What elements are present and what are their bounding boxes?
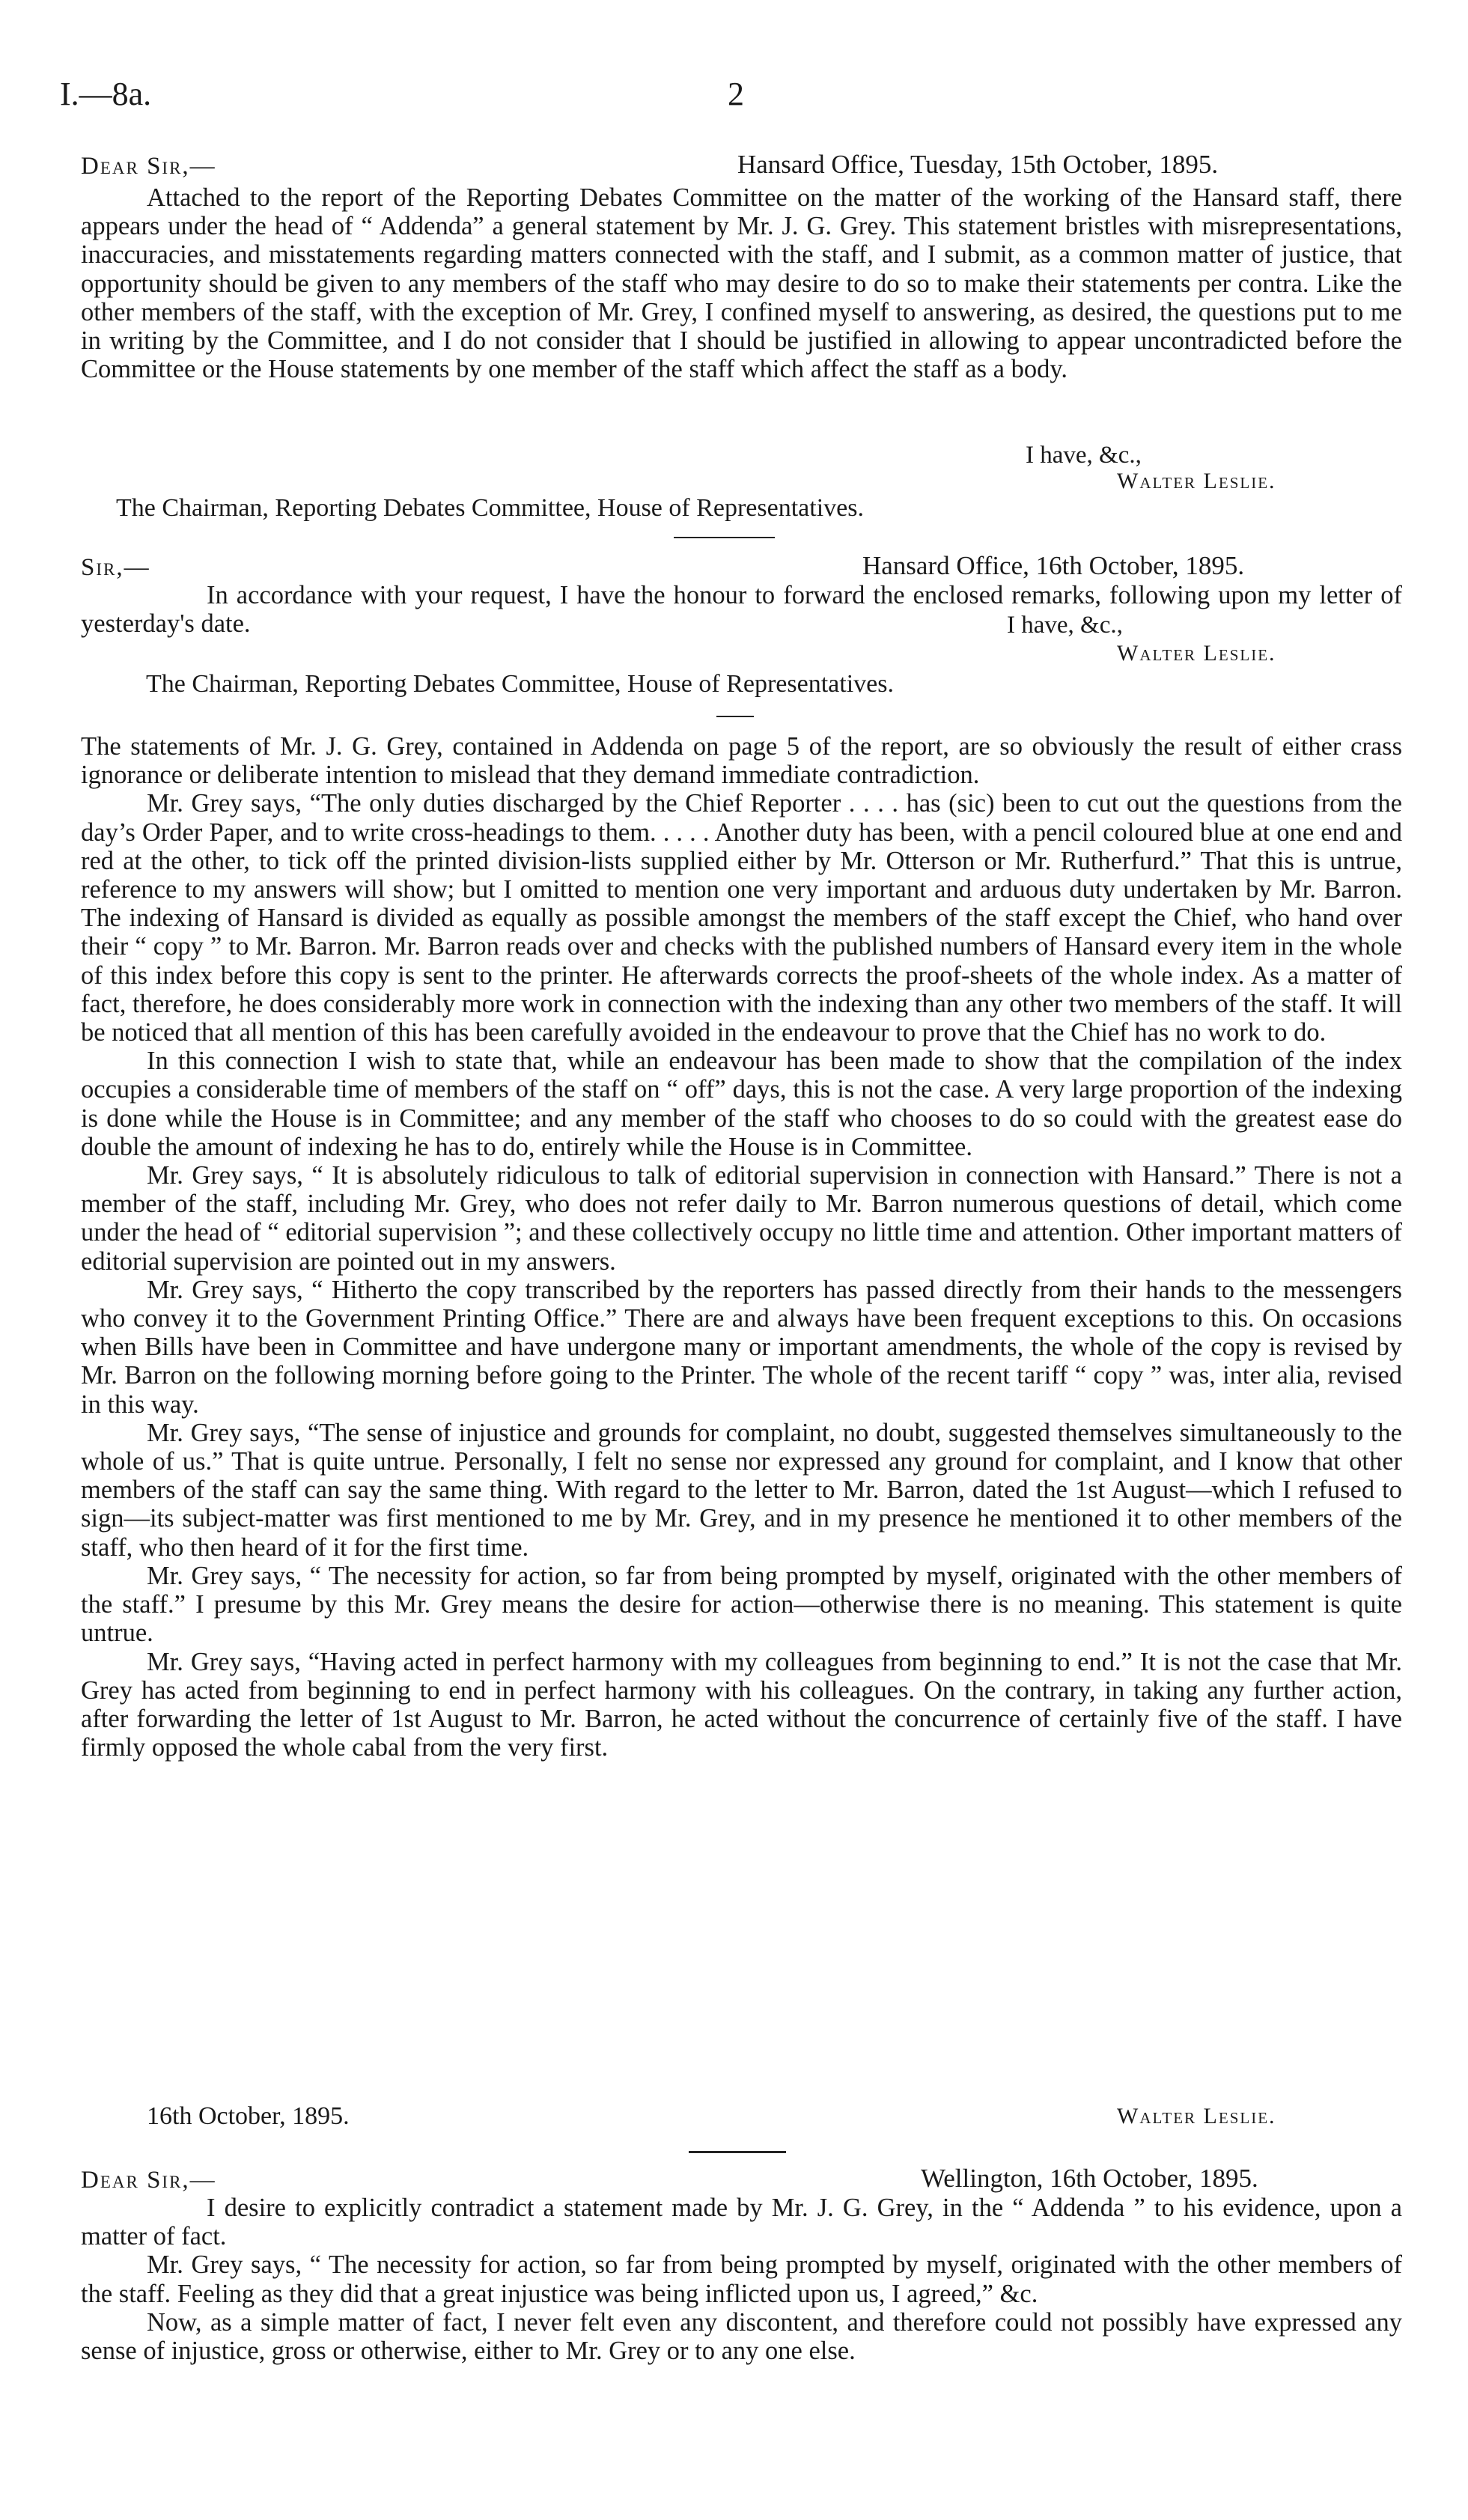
letter2-paragraph: In accordance with your request, I have the honour to forward the enclosed remarks, following upon my letter of yesterday's date. [81, 581, 1402, 639]
letter1-addressee: The Chairman, Reporting Debates Committee, House of Representatives. [116, 494, 864, 522]
letter3-place-date: Wellington, 16th October, 1895. [921, 2164, 1258, 2193]
letter2-addressee: The Chairman, Reporting Debates Committee, House of Representatives. [146, 670, 894, 698]
statement-paragraph-5: Mr. Grey says, “ Hitherto the copy transcribed by the reporters has passed directly from their hands to the messengers who convey it to the Government Printing Office.” There are and always have been frequent exceptions to this. On occasions when Bills have been in Committee and have undergone many or important amendments, the whole of the copy is revised by Mr. Barron on the following morning before going to the Printer. The whole of the recent tariff “ copy ” was, inter alia, revised in this way. [81, 1275, 1402, 1419]
letter2-salutation: Sir,— [81, 554, 150, 581]
statement-date: 16th October, 1895. [147, 2102, 350, 2130]
section-divider [689, 2151, 786, 2153]
statement-body [81, 732, 1402, 2095]
statement-paragraph-7: Mr. Grey says, “ The necessity for action, so far from being prompted by myself, originated with the other members of the staff.” I presume by this Mr. Grey means the desire for action—otherwise there is no meaning. This statement is quite untrue. [81, 1561, 1402, 1648]
statement-paragraph-2: Mr. Grey says, “The only duties discharged by the Chief Reporter . . . . has (sic) been to cut out the questions from the day’s Order Paper, and to write cross-headings to them. . . . . Another duty has been, with a pencil coloured blue at one end and red at the other, to tick off the printed division-lists supplied either by Mr. Otterson or Mr. Rutherfurd.” That this is untrue, reference to my answers will show; but I omitted to mention one very important and arduous duty undertaken by Mr. Barron. The indexing of Hansard is divided as equally as possible amongst the members of the staff except the Chief, who hand over their “ copy ” to Mr. Barron. Mr. Barron reads over and checks with the published numbers of Hansard every item in the whole of this index before this copy is sent to the printer. He afterwards corrects the proof-sheets of the whole index. As a matter of fact, therefore, he does considerably more work in connection with the indexing than any other two members of the staff. It will be noticed that all mention of this has been carefully avoided in the endeavour to prove that the Chief has no work to do. [81, 789, 1402, 1047]
letter2-signature: Walter Leslie. [1117, 641, 1276, 666]
document-reference: I.—8a. [60, 76, 152, 112]
page-number: 2 [728, 76, 744, 112]
letter2-body [81, 581, 1402, 641]
section-divider-short [716, 716, 754, 717]
section-divider [674, 537, 775, 538]
statement-paragraph-3: In this connection I wish to state that, while an endeavour has been made to show that the compilation of the index occupies a considerable time of members of the staff on “ off” days, this is not the case. A very large proportion of the indexing is done while the House is in Committee; and any member of the staff who chooses to do so could with the greatest ease do double the amount of indexing he has to do, entirely while the House is in Committee. [81, 1047, 1402, 1161]
letter3-body [81, 2194, 1402, 2418]
statement-paragraph-4: Mr. Grey says, “ It is absolutely ridiculous to talk of editorial supervision in connection with Hansard.” There is not a member of the staff, including Mr. Grey, who does not refer daily to Mr. Barron numerous questions of detail, which come under the head of “ editorial supervision ”; and these collectively occupy no little time and attention. Other important matters of editorial supervision are pointed out in my answers. [81, 1161, 1402, 1276]
letter1-closing: I have, &c., [1026, 442, 1142, 469]
letter3-salutation: Dear Sir,— [81, 2167, 216, 2194]
statement-paragraph-1: The statements of Mr. J. G. Grey, contained in Addenda on page 5 of the report, are so obviously the result of either crass ignorance or deliberate intention to mislead that they demand immediate contradiction. [81, 732, 1402, 790]
statement-signature: Walter Leslie. [1117, 2104, 1276, 2128]
statement-paragraph-8: Mr. Grey says, “Having acted in perfect harmony with my colleagues from beginning to end.” It is not the case that Mr. Grey has acted from beginning to end in perfect harmony with his colleagues. On the contrary, in taking any further action, after forwarding the letter of 1st August to Mr. Barron, he acted without the concurrence of certainly five of the staff. I have firmly opposed the whole cabal from the very first. [81, 1647, 1402, 1762]
letter1-body [81, 183, 1402, 479]
statement-paragraph-6: Mr. Grey says, “The sense of injustice and grounds for complaint, no doubt, suggested themselves simultaneously to the whole of us.” That is quite untrue. Personally, I felt no sense nor expressed any ground for complaint, and I know that other members of the staff can say the same thing. With regard to the letter to Mr. Barron, dated the 1st August—which I refused to sign—its subject-matter was first mentioned to me by Mr. Grey, and in my presence he mentioned it to other members of the staff, who then heard of it for the first time. [81, 1418, 1402, 1562]
letter1-salutation: Dear Sir,— [81, 153, 216, 180]
letter2-closing: I have, &c., [1007, 612, 1123, 639]
letter3-paragraph-1: I desire to explicitly contradict a statement made by Mr. J. G. Grey, in the “ Addenda ” to his evidence, upon a matter of fact. [81, 2194, 1402, 2251]
letter1-signature: Walter Leslie. [1117, 469, 1276, 493]
letter1-paragraph: Attached to the report of the Reporting Debates Committee on the matter of the working of the Hansard staff, there appears under the head of “ Addenda” a general statement by Mr. J. G. Grey. This statement bristles with misrepresentations, inaccuracies, and misstatements regarding matters connected with the staff, and I submit, as a common matter of justice, that opportunity should be given to any members of the staff who may desire to do so to make their statements per contra. Like the other members of the staff, with the exception of Mr. Grey, I confined myself to answering, as desired, the questions put to me in writing by the Committee, and I do not consider that I should be justified in allowing to appear uncontradicted before the Committee or the House statements by one member of the staff which affect the staff as a body. [81, 183, 1402, 384]
letter3-paragraph-3: Now, as a simple matter of fact, I never felt even any discontent, and therefore could not possibly have expressed any sense of injustice, gross or otherwise, either to Mr. Grey or to any one else. [81, 2307, 1402, 2366]
letter2-place-date: Hansard Office, 16th October, 1895. [862, 551, 1245, 580]
letter1-place-date: Hansard Office, Tuesday, 15th October, 1895. [737, 150, 1219, 179]
letter3-paragraph-2: Mr. Grey says, “ The necessity for action, so far from being prompted by myself, originated with the other members of the staff. Feeling as they did that a great injustice was being inflicted upon us, I agreed,” &c. [81, 2250, 1402, 2308]
